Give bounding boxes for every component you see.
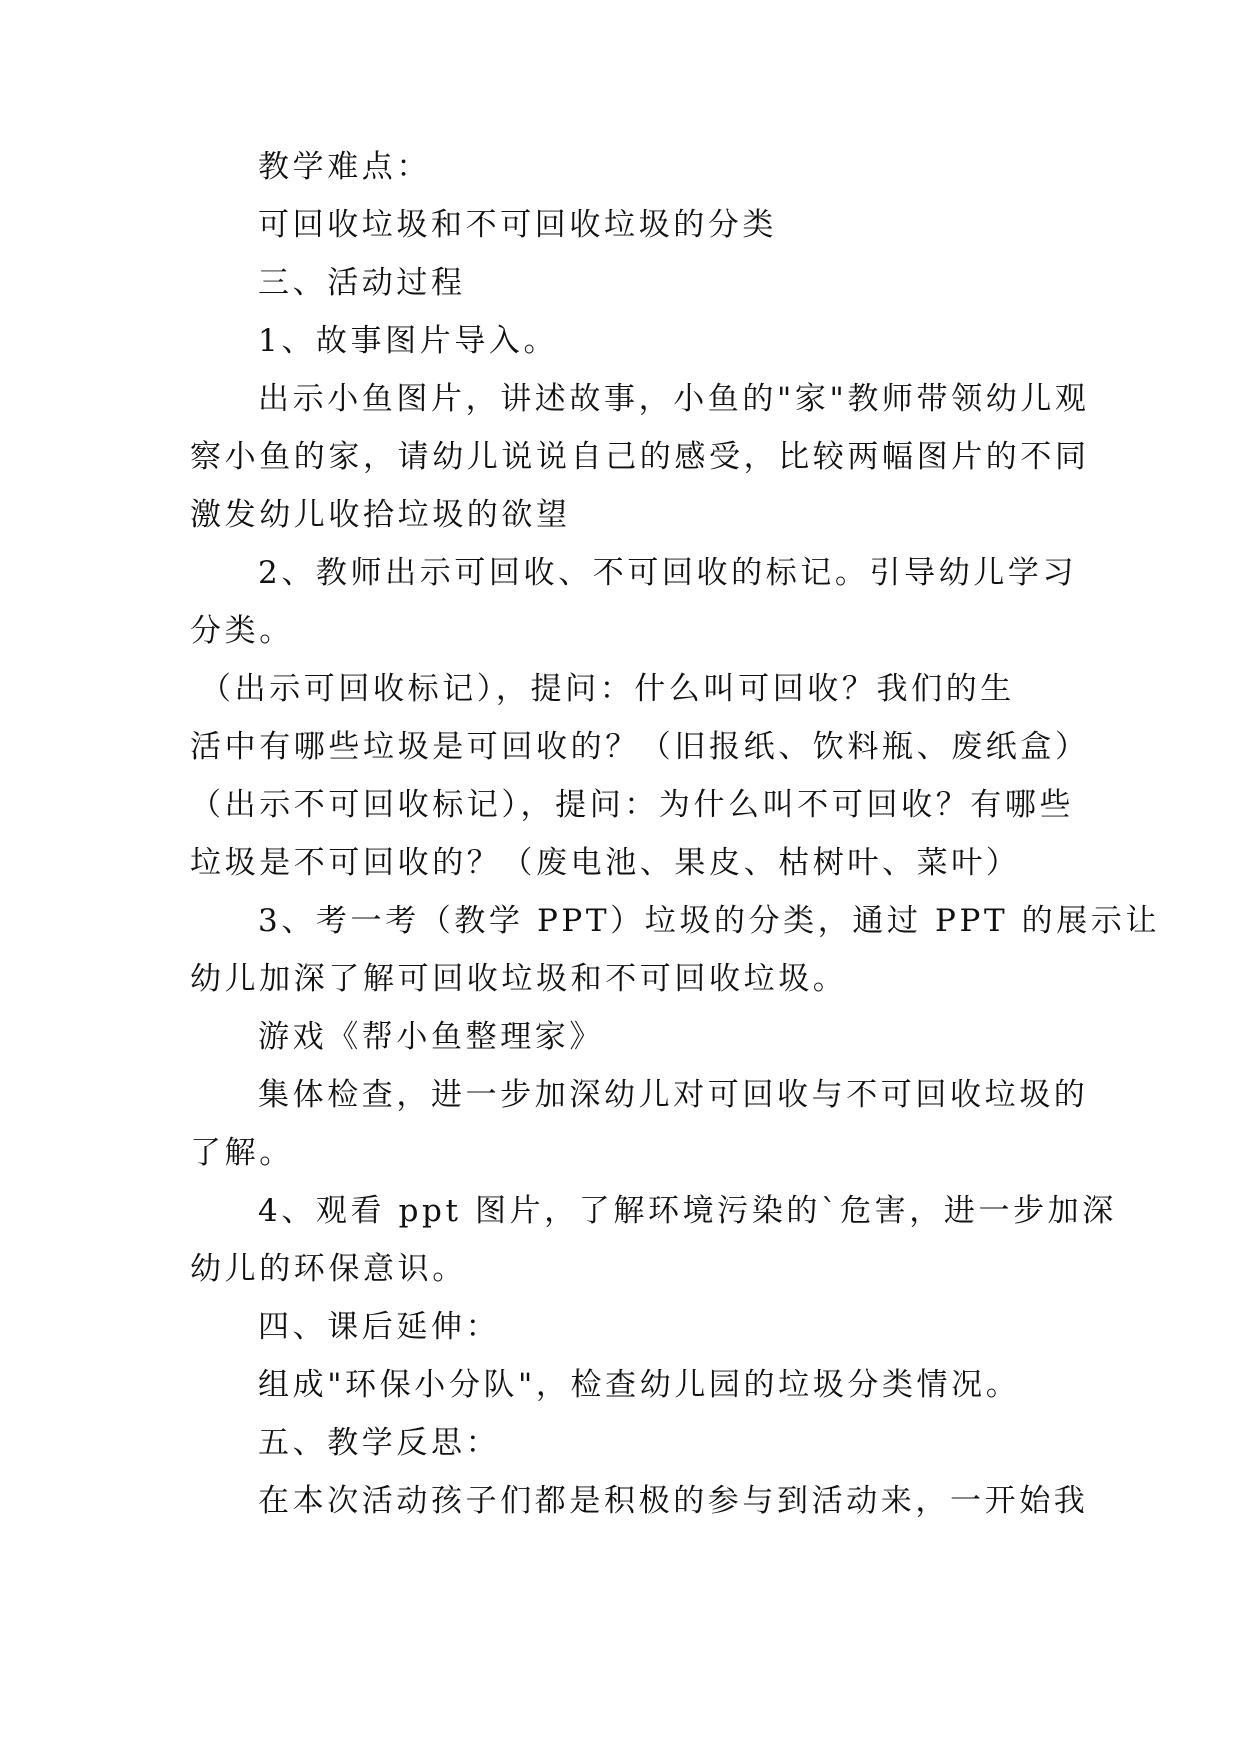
text-line: 在本次活动孩子们都是积极的参与到活动来，一开始我 <box>258 1483 1089 1519</box>
text-line: 了解。 <box>190 1135 294 1171</box>
text-line: 3、考一考（教学 PPT）垃圾的分类，通过 PPT 的展示让 <box>258 903 1161 939</box>
text-line: （出示可回收标记），提问：什么叫可回收？我们的生 <box>200 671 1015 707</box>
text-line: 分类。 <box>190 613 294 649</box>
text-line: 组成"环保小分队"，检查幼儿园的垃圾分类情况。 <box>258 1367 1021 1403</box>
text-line: 出示小鱼图片，讲述故事，小鱼的"家"教师带领幼儿观 <box>258 381 1090 417</box>
text-line: 4、观看 ppt 图片，了解环境污染的`危害，进一步加深 <box>258 1193 1117 1229</box>
text-line: 四、课后延伸： <box>258 1309 501 1345</box>
text-line: 激发幼儿收拾垃圾的欲望 <box>190 497 571 533</box>
text-line: 1、故事图片导入。 <box>258 323 559 359</box>
text-line: 活中有哪些垃圾是可回收的？（旧报纸、饮料瓶、废纸盒） <box>190 729 1090 765</box>
text-line: 集体检查，进一步加深幼儿对可回收与不可回收垃圾的 <box>258 1077 1089 1113</box>
text-line: 幼儿加深了解可回收垃圾和不可回收垃圾。 <box>190 961 848 997</box>
text-line: 教学难点： <box>258 149 431 185</box>
text-line: 可回收垃圾和不可回收垃圾的分类 <box>258 207 777 243</box>
text-line: 游戏《帮小鱼整理家》 <box>258 1019 604 1055</box>
text-line: 三、活动过程 <box>258 265 466 301</box>
text-line: 幼儿的环保意识。 <box>190 1251 467 1287</box>
text-line: 五、教学反思： <box>258 1425 501 1461</box>
text-line: 2、教师出示可回收、不可回收的标记。引导幼儿学习 <box>258 555 1078 591</box>
text-line: 垃圾是不可回收的？（废电池、果皮、枯树叶、菜叶） <box>190 845 1021 881</box>
text-line: （出示不可回收标记），提问：为什么叫不可回收？有哪些 <box>190 787 1075 823</box>
text-line: 察小鱼的家，请幼儿说说自己的感受，比较两幅图片的不同 <box>190 439 1090 475</box>
